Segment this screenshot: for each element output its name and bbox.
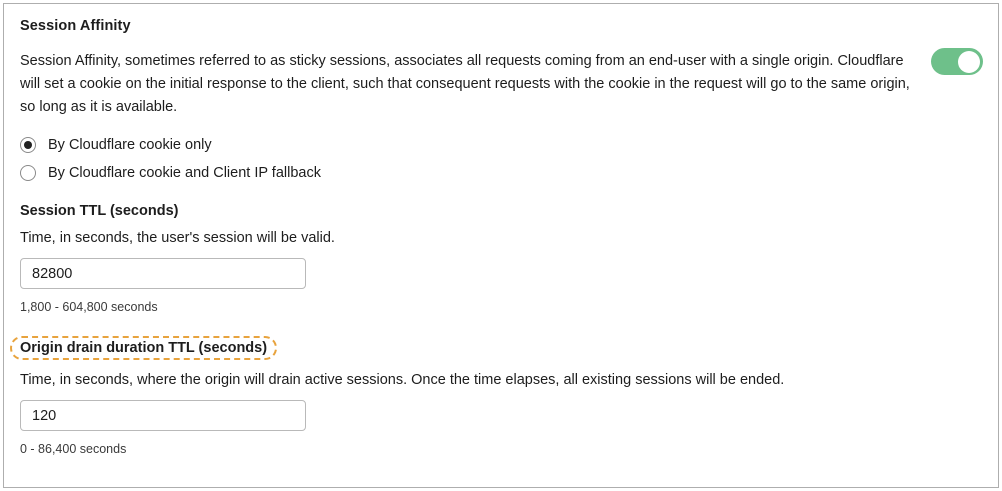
radio-label: By Cloudflare cookie and Client IP fallback (48, 165, 321, 181)
session-ttl-hint: 1,800 - 604,800 seconds (20, 300, 158, 314)
origin-drain-input[interactable] (20, 400, 306, 431)
session-ttl-input[interactable] (20, 258, 306, 289)
page-title: Session Affinity (20, 18, 131, 34)
origin-drain-hint: 0 - 86,400 seconds (20, 442, 127, 456)
section-description: Session Affinity, sometimes referred to as sticky sessions, associates all requests coming from an end-user with a single origin. Cloudflare will set a cookie on the initial response to the client, such that consequent requests with the cookie in the request will go to the same origin, so long as it is available. (20, 53, 910, 115)
radio-icon[interactable] (20, 137, 36, 153)
session-ttl-help: Time, in seconds, the user's session will be valid. (20, 230, 335, 246)
panel-content (20, 18, 982, 456)
settings-panel (3, 3, 999, 488)
radio-option-cookie-only[interactable] (20, 137, 982, 153)
origin-drain-label-highlight (10, 336, 277, 360)
origin-drain-label: Origin drain duration TTL (seconds) (20, 340, 268, 356)
radio-icon[interactable] (20, 165, 36, 181)
session-ttl-field (20, 203, 982, 314)
origin-drain-help: Time, in seconds, where the origin will drain active sessions. Once the time elapses, all existing sessions will be ended. (20, 372, 785, 388)
origin-drain-field (20, 336, 982, 456)
radio-label: By Cloudflare cookie only (48, 137, 212, 153)
session-ttl-label: Session TTL (seconds) (20, 203, 179, 219)
affinity-mode-radio-group (20, 137, 982, 181)
radio-option-cookie-and-ip[interactable] (20, 165, 982, 181)
